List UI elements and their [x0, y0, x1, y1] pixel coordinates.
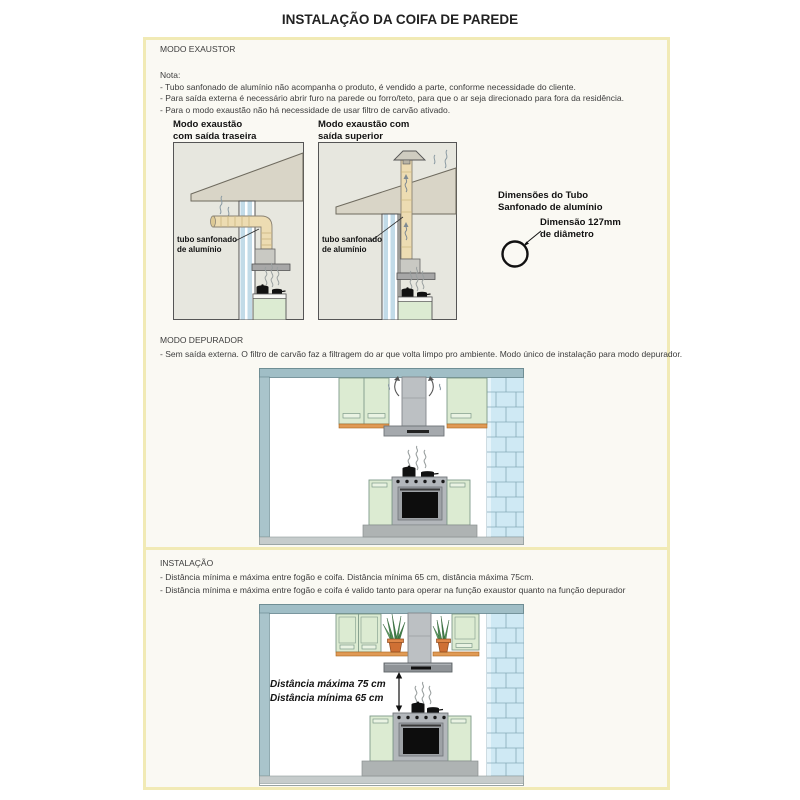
stove [398, 297, 432, 320]
stove [253, 294, 286, 320]
stove [393, 713, 448, 761]
section-header-depurador: MODO DEPURADOR [160, 335, 244, 345]
base-cabinet-left [369, 480, 392, 525]
distance-labels [270, 678, 386, 705]
tube-vertical [401, 160, 412, 259]
wall [382, 214, 400, 320]
note-line: - Distância mínima e máxima entre fogão e coifa. Distância mínima 65 cm, distância máxima 75cm. [160, 572, 534, 582]
floor [260, 776, 524, 784]
content-box [143, 37, 683, 790]
note-line: - Para o modo exaustão não há necessidade de usar filtro de carvão ativado. [160, 105, 451, 115]
ceiling [260, 605, 524, 614]
left-wall [260, 613, 270, 776]
nota-label: Nota: [160, 70, 181, 80]
shelf-right [433, 652, 479, 656]
floor [260, 537, 524, 545]
note-line: - Tubo sanfonado de alumínio não acompanha o produto, é vendido a parte, conforme necessidade do cliente. [160, 82, 576, 92]
upper-cabinet-right [447, 378, 487, 424]
shelf-left [336, 652, 408, 656]
tube-diameter-circle [498, 225, 544, 271]
kitchen-diagram [259, 368, 524, 545]
figure-exhaust-rear [173, 119, 304, 325]
shelf-right [447, 424, 487, 428]
tube-dimensions [498, 190, 668, 271]
plinth [363, 525, 477, 537]
base-cabinet-left [370, 716, 393, 761]
figure-title: Modo exaustão com saída superior [318, 119, 410, 142]
tube-label: tubo sanfonado de alumínio [322, 235, 382, 254]
tube-label: tubo sanfonado de alumínio [177, 235, 237, 254]
brick-wall [487, 613, 524, 776]
exhaust-rear-diagram [173, 142, 304, 320]
note-line: - Sem saída externa. O filtro de carvão faz a filtragem do ar que volta limpo pro ambiente. Modo único de instalação para modo depurador. [160, 349, 683, 359]
figure-title: Modo exaustão com saída traseira [173, 119, 257, 142]
brick-wall [487, 377, 524, 537]
plinth [362, 761, 478, 776]
note-line: - Distância mínima e máxima entre fogão e coifa é valido tanto para operar na função exaustor quanto na função depurador [160, 585, 626, 595]
section-header-instalacao: INSTALAÇÃO [160, 558, 214, 568]
upper-cabinet-left [336, 614, 381, 652]
tube-diameter-label: Dimensão 127mm de diâmetro [540, 217, 621, 240]
note-line: - Para saída externa é necessário abrir furo na parede ou forro/teto, para que o ar seja direcionado para fora da residência. [160, 93, 625, 103]
shelf-left [339, 424, 389, 428]
figure-exhaust-top [318, 119, 457, 325]
tube-dimensions-heading: Dimensões do Tubo Sanfonado de alumínio [498, 190, 603, 213]
page-title: INSTALAÇÃO DA COIFA DE PAREDE [281, 12, 519, 27]
exhaust-top-diagram [318, 142, 457, 320]
left-wall [260, 377, 270, 537]
section-header-exaustor: MODO EXAUSTOR [160, 44, 236, 54]
upper-cabinet-left [339, 378, 389, 424]
distance-min-label: Distância mínima 65 cm [270, 692, 384, 704]
ceiling [260, 369, 524, 378]
base-cabinet-right [447, 480, 470, 525]
figure-kitchen-depurador [259, 368, 524, 545]
base-cabinet-right [448, 716, 471, 761]
distance-max-label: Distância máxima 75 cm [270, 679, 386, 690]
upper-cabinet-right [452, 614, 479, 650]
section-divider [146, 547, 667, 550]
figure-kitchen-installation [259, 604, 524, 786]
stove [392, 477, 447, 525]
